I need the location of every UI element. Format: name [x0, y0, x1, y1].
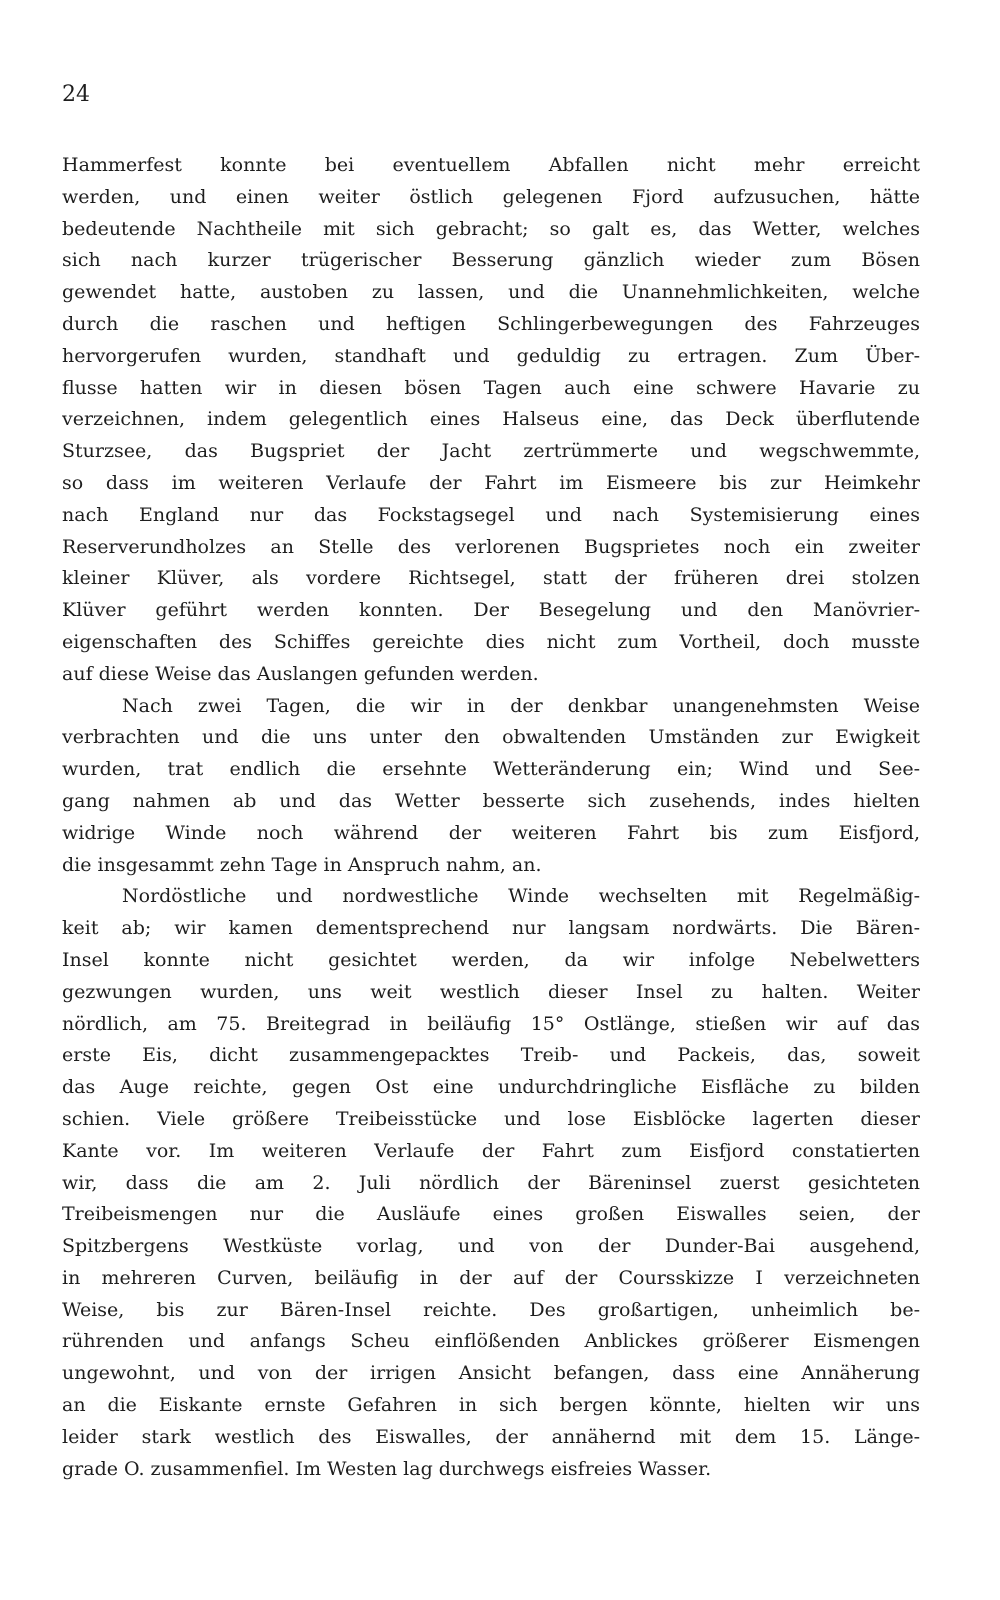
text-line: Treibeismengen nur die Ausläufe eines großen Eiswalles seien, der: [62, 1203, 920, 1226]
text-line: Nordöstliche und nordwestliche Winde wechselten mit Regelmäßig-: [122, 885, 920, 908]
text-line: Reserverundholzes an Stelle des verlorenen Bugsprietes noch ein zweiter: [62, 535, 920, 558]
text-line: nach England nur das Fockstagsegel und nach Systemisierung eines: [62, 503, 920, 526]
text-line: durch die raschen und heftigen Schlingerbewegungen des Fahrzeuges: [62, 312, 920, 335]
text-line: Kante vor. Im weiteren Verlaufe der Fahrt zum Eisfjord constatierten: [62, 1139, 920, 1162]
text-line: gezwungen wurden, uns weit westlich dieser Insel zu halten. Weiter: [62, 980, 920, 1003]
text-line: ungewohnt, und von der irrigen Ansicht befangen, dass eine Annäherung: [62, 1362, 920, 1385]
text-line: gang nahmen ab und das Wetter besserte sich zusehends, indes hielten: [62, 789, 920, 812]
text-line: das Auge reichte, gegen Ost eine undurchdringliche Eisfläche zu bilden: [62, 1076, 920, 1099]
paragraph-2: [62, 691, 920, 882]
text-line: so dass im weiteren Verlaufe der Fahrt im Eismeere bis zur Heimkehr: [62, 471, 920, 494]
text-line: Nach zwei Tagen, die wir in der denkbar unangenehmsten Weise: [122, 694, 920, 717]
text-line: Spitzbergens Westküste vorlag, und von der Dunder-Bai ausgehend,: [62, 1235, 920, 1258]
text-line: Hammerfest konnte bei eventuellem Abfallen nicht mehr erreicht: [62, 154, 920, 176]
text-line: flusse hatten wir in diesen bösen Tagen auch eine schwere Havarie zu: [62, 376, 920, 399]
text-line: auf diese Weise das Auslangen gefunden werden.: [62, 662, 539, 685]
text-line: hervorgerufen wurden, standhaft und geduldig zu ertragen. Zum Über-: [62, 344, 920, 367]
text-line: Sturzsee, das Bugspriet der Jacht zertrümmerte und wegschwemmte,: [62, 440, 920, 463]
paragraph-3: [62, 881, 920, 1485]
text-line: Weise, bis zur Bären-Insel reichte. Des großartigen, unheimlich be-: [62, 1298, 920, 1321]
text-line: an die Eiskante ernste Gefahren in sich bergen könnte, hielten wir uns: [62, 1394, 920, 1417]
text-line: Insel konnte nicht gesichtet werden, da wir infolge Nebelwetters: [62, 948, 920, 971]
text-line: gewendet hatte, austoben zu lassen, und die Unannehmlichkeiten, welche: [62, 281, 920, 304]
text-line: wir, dass die am 2. Juli nördlich der Bäreninsel zuerst gesichteten: [62, 1171, 920, 1194]
text-line: keit ab; wir kamen dementsprechend nur langsam nordwärts. Die Bären-: [62, 917, 920, 940]
text-line: werden, und einen weiter östlich gelegenen Fjord aufzusuchen, hätte: [62, 185, 920, 208]
text-line: rührenden und anfangs Scheu einflößenden Anblickes größerer Eismengen: [62, 1330, 920, 1353]
paragraph-1: [62, 150, 920, 691]
text-line: kleiner Klüver, als vordere Richtsegel, statt der früheren drei stolzen: [62, 567, 920, 590]
text-line: erste Eis, dicht zusammengepacktes Treib- und Packeis, das, soweit: [62, 1044, 920, 1067]
text-line: nördlich, am 75. Breitegrad in beiläufig 15° Ostlänge, stießen wir auf das: [62, 1012, 920, 1035]
text-line: bedeutende Nachtheile mit sich gebracht; so galt es, das Wetter, welches: [62, 217, 920, 240]
page-number: 24: [62, 82, 90, 107]
text-line: grade O. zusammenfiel. Im Westen lag durchwegs eisfreies Wasser.: [62, 1457, 712, 1480]
text-line: die insgesammt zehn Tage in Anspruch nahm, an.: [62, 853, 542, 876]
text-line: sich nach kurzer trügerischer Besserung gänzlich wieder zum Bösen: [62, 249, 920, 272]
text-line: widrige Winde noch während der weiteren Fahrt bis zum Eisfjord,: [62, 821, 920, 844]
body-text: [62, 150, 920, 1485]
text-line: in mehreren Curven, beiläufig in der auf der Coursskizze I verzeichneten: [62, 1266, 920, 1289]
text-line: verzeichnen, indem gelegentlich eines Halseus eine, das Deck überflutende: [62, 408, 920, 431]
text-line: Klüver geführt werden konnten. Der Besegelung und den Manövrier-: [62, 599, 920, 622]
text-line: wurden, trat endlich die ersehnte Wetteränderung ein; Wind und See-: [62, 758, 920, 781]
text-line: eigenschaften des Schiffes gereichte dies nicht zum Vortheil, doch musste: [62, 630, 920, 653]
text-line: leider stark westlich des Eiswalles, der annähernd mit dem 15. Länge-: [62, 1425, 920, 1448]
text-line: verbrachten und die uns unter den obwaltenden Umständen zur Ewigkeit: [62, 726, 920, 749]
text-line: schien. Viele größere Treibeisstücke und lose Eisblöcke lagerten dieser: [62, 1107, 920, 1130]
